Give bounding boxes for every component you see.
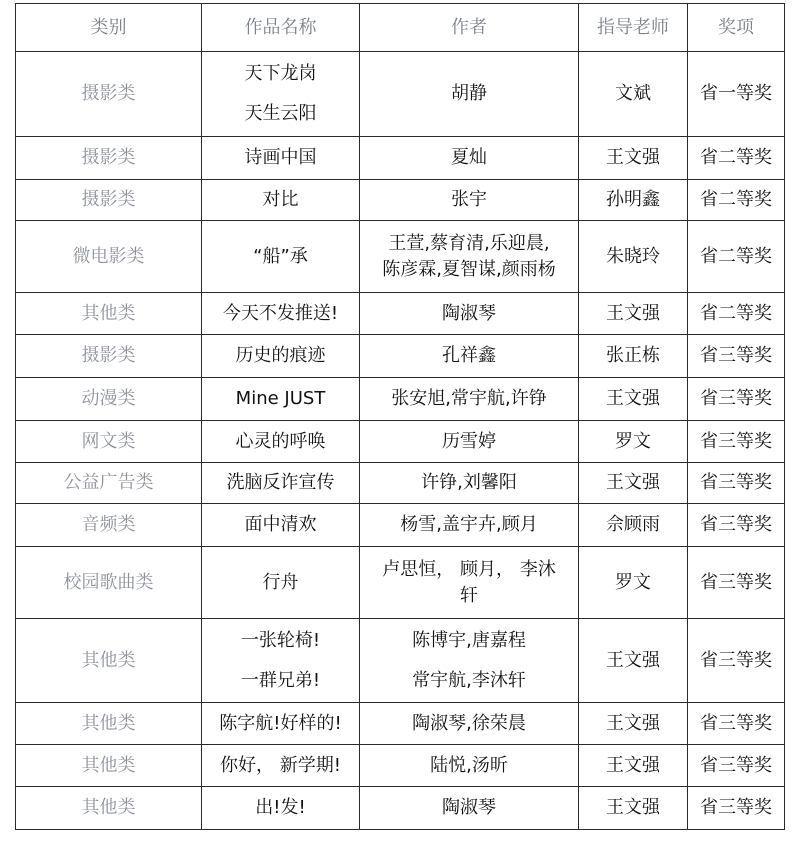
work-name-cell-line: 天生云阳 xyxy=(244,103,317,124)
category-cell: 动漫类 xyxy=(16,378,202,421)
author-cell-line: 陶淑琴 xyxy=(442,797,496,818)
author-cell-line: 历雪婷 xyxy=(442,430,496,452)
teacher-cell: 王文强 xyxy=(579,293,688,335)
table-row xyxy=(16,421,785,463)
award-cell: 省二等奖 xyxy=(688,180,785,221)
category-cell: 校园歌曲类 xyxy=(16,547,202,619)
work-name-cell xyxy=(202,787,360,830)
work-name-cell xyxy=(202,421,360,463)
award-cell: 省二等奖 xyxy=(688,293,785,335)
award-cell: 省三等奖 xyxy=(688,421,785,463)
author-cell-line: 孔祥鑫 xyxy=(442,345,496,366)
award-cell: 省三等奖 xyxy=(688,619,785,703)
author-cell xyxy=(360,221,579,293)
work-name-cell xyxy=(202,180,360,221)
category-cell: 其他类 xyxy=(16,293,202,335)
work-name-cell xyxy=(202,221,360,293)
work-name-cell-line: 你好， 新学期! xyxy=(220,754,341,776)
work-name-cell-line: 对比 xyxy=(262,189,299,210)
work-name-cell xyxy=(202,52,360,137)
award-cell: 省三等奖 xyxy=(688,787,785,830)
author-cell-line: 陶淑琴 xyxy=(442,302,496,324)
work-name-cell-line: 一张轮椅! xyxy=(240,629,321,651)
teacher-cell: 文斌 xyxy=(579,52,688,137)
author-cell xyxy=(360,547,579,619)
author-cell xyxy=(360,180,579,221)
author-cell-line: 胡静 xyxy=(451,83,487,104)
award-cell: 省二等奖 xyxy=(688,137,785,180)
teacher-cell: 朱晓玲 xyxy=(579,221,688,293)
awards-table-container xyxy=(15,3,785,830)
work-name-cell-line: 今天不发推送! xyxy=(222,302,339,324)
header-row xyxy=(16,4,785,52)
table-row xyxy=(16,619,785,703)
author-cell-line: 张安旭,常宇航,许铮 xyxy=(391,388,547,409)
category-cell: 其他类 xyxy=(16,703,202,745)
teacher-cell: 王文强 xyxy=(579,137,688,180)
table-row xyxy=(16,504,785,547)
author-cell xyxy=(360,52,579,137)
work-name-cell xyxy=(202,504,360,547)
awards-table-body xyxy=(16,52,785,830)
teacher-cell: 王文强 xyxy=(579,703,688,745)
header-teacher: 指导老师 xyxy=(579,4,688,52)
teacher-cell: 孙明鑫 xyxy=(579,180,688,221)
work-name-cell-line: 心灵的呼唤 xyxy=(235,430,326,452)
category-cell: 公益广告类 xyxy=(16,463,202,504)
work-name-cell-line: 行舟 xyxy=(262,571,299,593)
work-name-cell-line: 历史的痕迹 xyxy=(235,345,326,366)
author-cell-line: 陈博宇,唐嘉程 xyxy=(412,629,526,651)
header-award: 奖项 xyxy=(688,4,785,52)
header-work-name: 作品名称 xyxy=(202,4,360,52)
work-name-cell xyxy=(202,547,360,619)
table-row xyxy=(16,293,785,335)
teacher-cell: 王文强 xyxy=(579,463,688,504)
table-row xyxy=(16,52,785,137)
table-row xyxy=(16,787,785,830)
work-name-cell-line: 洗脑反诈宣传 xyxy=(226,472,335,493)
category-cell: 其他类 xyxy=(16,745,202,787)
author-cell-line: 卢思恒， 顾月， 李沐 xyxy=(382,558,556,580)
work-name-cell-line: 天下龙岗 xyxy=(244,63,317,84)
table-row xyxy=(16,703,785,745)
category-cell: 摄影类 xyxy=(16,180,202,221)
author-cell xyxy=(360,463,579,504)
category-cell: 摄影类 xyxy=(16,137,202,180)
table-row xyxy=(16,745,785,787)
awards-table xyxy=(15,3,785,830)
work-name-cell xyxy=(202,745,360,787)
category-cell: 摄影类 xyxy=(16,335,202,378)
award-cell: 省二等奖 xyxy=(688,221,785,293)
work-name-cell-line: 陈字航!好样的! xyxy=(219,712,342,734)
award-cell: 省三等奖 xyxy=(688,547,785,619)
author-cell xyxy=(360,293,579,335)
work-name-cell xyxy=(202,335,360,378)
author-cell xyxy=(360,787,579,830)
work-name-cell-line: 面中清欢 xyxy=(244,514,317,535)
work-name-cell-line: 出!发! xyxy=(255,797,306,818)
author-cell xyxy=(360,504,579,547)
author-cell xyxy=(360,378,579,421)
teacher-cell: 王文强 xyxy=(579,378,688,421)
author-cell xyxy=(360,335,579,378)
work-name-cell-line: 一群兄弟! xyxy=(240,669,321,691)
award-cell: 省三等奖 xyxy=(688,335,785,378)
category-cell: 微电影类 xyxy=(16,221,202,293)
award-cell: 省三等奖 xyxy=(688,463,785,504)
teacher-cell: 罗文 xyxy=(579,547,688,619)
author-cell-line: 夏灿 xyxy=(451,147,487,168)
award-cell: 省一等奖 xyxy=(688,52,785,137)
work-name-cell-line: Mine JUST xyxy=(235,388,326,409)
author-cell-line: 陈彦霖,夏智谋,颜雨杨 xyxy=(382,258,556,280)
category-cell: 摄影类 xyxy=(16,52,202,137)
teacher-cell: 佘顾雨 xyxy=(579,504,688,547)
award-cell: 省三等奖 xyxy=(688,745,785,787)
table-row xyxy=(16,378,785,421)
work-name-cell xyxy=(202,463,360,504)
teacher-cell: 王文强 xyxy=(579,745,688,787)
author-cell-line: 陶淑琴,徐荣晨 xyxy=(412,712,526,734)
table-row xyxy=(16,137,785,180)
author-cell xyxy=(360,703,579,745)
work-name-cell xyxy=(202,293,360,335)
work-name-cell-line: “船”承 xyxy=(253,245,308,267)
header-category: 类别 xyxy=(16,4,202,52)
author-cell-line: 王萱,蔡育清,乐迎晨, xyxy=(388,232,550,254)
author-cell-line: 轩 xyxy=(460,584,478,606)
category-cell: 音频类 xyxy=(16,504,202,547)
header-author: 作者 xyxy=(360,4,579,52)
work-name-cell xyxy=(202,378,360,421)
author-cell xyxy=(360,137,579,180)
teacher-cell: 王文强 xyxy=(579,619,688,703)
table-row xyxy=(16,180,785,221)
award-cell: 省三等奖 xyxy=(688,504,785,547)
work-name-cell-line: 诗画中国 xyxy=(244,147,317,168)
award-cell: 省三等奖 xyxy=(688,378,785,421)
author-cell-line: 常宇航,李沐轩 xyxy=(412,669,526,691)
teacher-cell: 罗文 xyxy=(579,421,688,463)
author-cell-line: 张宇 xyxy=(451,189,487,210)
category-cell: 其他类 xyxy=(16,619,202,703)
award-cell: 省三等奖 xyxy=(688,703,785,745)
teacher-cell: 张正栋 xyxy=(579,335,688,378)
author-cell-line: 许铮,刘馨阳 xyxy=(421,472,517,493)
category-cell: 其他类 xyxy=(16,787,202,830)
work-name-cell xyxy=(202,619,360,703)
teacher-cell: 王文强 xyxy=(579,787,688,830)
table-row xyxy=(16,463,785,504)
author-cell xyxy=(360,421,579,463)
table-row xyxy=(16,221,785,293)
author-cell xyxy=(360,745,579,787)
category-cell: 网文类 xyxy=(16,421,202,463)
table-row xyxy=(16,335,785,378)
author-cell-line: 陆悦,汤昕 xyxy=(430,754,508,776)
author-cell-line: 杨雪,盖宇卉,顾月 xyxy=(400,514,538,535)
work-name-cell xyxy=(202,137,360,180)
table-row xyxy=(16,547,785,619)
work-name-cell xyxy=(202,703,360,745)
author-cell xyxy=(360,619,579,703)
